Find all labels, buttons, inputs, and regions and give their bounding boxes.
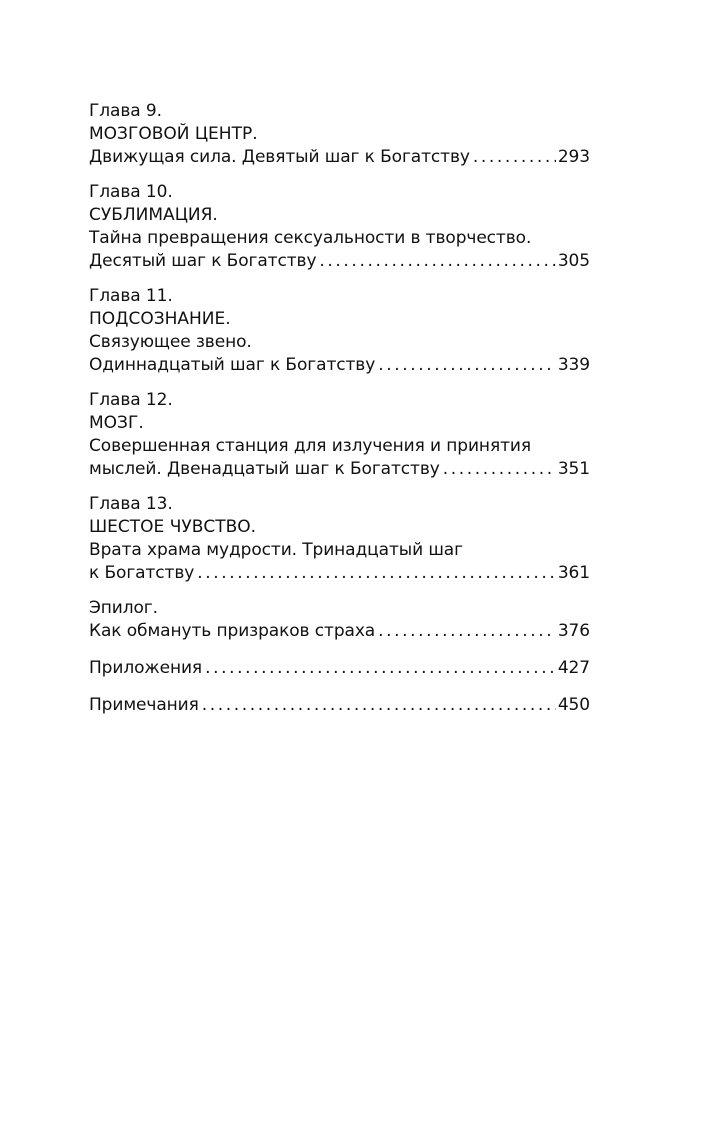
toc-row: [89, 620, 590, 643]
toc-row: [89, 694, 590, 717]
epilogue-label: Эпилог.: [89, 598, 158, 618]
chapter-subtitle: Совершенная станция для излучения и принятия: [89, 436, 531, 456]
chapter-number: Глава 11.: [89, 286, 173, 306]
dot-leader: [473, 146, 556, 169]
toc-row: [89, 354, 590, 377]
toc-row: [89, 458, 590, 481]
chapter-number: Глава 13.: [89, 494, 173, 514]
chapter-title: СУБЛИМАЦИЯ.: [89, 205, 218, 225]
page-number: 361: [557, 563, 590, 583]
toc-entry-chapter-9: [89, 100, 590, 169]
page-number: 339: [557, 355, 590, 375]
page-number: 293: [557, 147, 590, 167]
chapter-subtitle-continued: Десятый шаг к Богатству: [89, 251, 317, 271]
epilogue-title: Как обмануть призраков страха: [89, 621, 376, 641]
dot-leader: [378, 354, 556, 377]
page-number: 450: [557, 695, 590, 715]
page-number: 351: [557, 459, 590, 479]
dot-leader: [197, 562, 556, 585]
chapter-subtitle: Движущая сила. Девятый шаг к Богатству: [89, 147, 470, 167]
appendices-title: Приложения: [89, 658, 203, 678]
toc-entry-chapter-10: [89, 181, 590, 273]
chapter-number: Глава 9.: [89, 101, 162, 121]
page-number: 376: [557, 621, 590, 641]
notes-title: Примечания: [89, 695, 199, 715]
chapter-number: Глава 10.: [89, 182, 173, 202]
dot-leader: [443, 458, 556, 481]
toc-row: [89, 146, 590, 169]
toc-entry-chapter-11: [89, 285, 590, 377]
chapter-subtitle-continued: Одиннадцатый шаг к Богатству: [89, 355, 376, 375]
toc-row: [89, 250, 590, 273]
dot-leader: [202, 694, 556, 717]
chapter-title: МОЗГОВОЙ ЦЕНТР.: [89, 124, 258, 144]
chapter-subtitle: Тайна превращения сексуальности в творчество.: [89, 228, 532, 248]
page-number: 305: [557, 251, 590, 271]
toc-entry-chapter-12: [89, 389, 590, 481]
chapter-subtitle-continued: мыслей. Двенадцатый шаг к Богатству: [89, 459, 440, 479]
toc-entry-epilogue: [89, 597, 590, 643]
toc-row: [89, 562, 590, 585]
chapter-subtitle: Связующее звено.: [89, 332, 252, 352]
chapter-number: Глава 12.: [89, 390, 173, 410]
toc-entry-notes: [89, 694, 590, 717]
chapter-title: ШЕСТОЕ ЧУВСТВО.: [89, 517, 257, 537]
toc-row: [89, 657, 590, 680]
chapter-subtitle: Врата храма мудрости. Тринадцатый шаг: [89, 540, 463, 560]
table-of-contents: [89, 100, 590, 717]
dot-leader: [205, 657, 556, 680]
page-number: 427: [557, 658, 590, 678]
chapter-title: ПОДСОЗНАНИЕ.: [89, 309, 231, 329]
chapter-subtitle-continued: к Богатству: [89, 563, 195, 583]
dot-leader: [319, 250, 555, 273]
dot-leader: [378, 620, 556, 643]
toc-entry-appendices: [89, 657, 590, 680]
chapter-title: МОЗГ.: [89, 413, 144, 433]
toc-entry-chapter-13: [89, 493, 590, 585]
